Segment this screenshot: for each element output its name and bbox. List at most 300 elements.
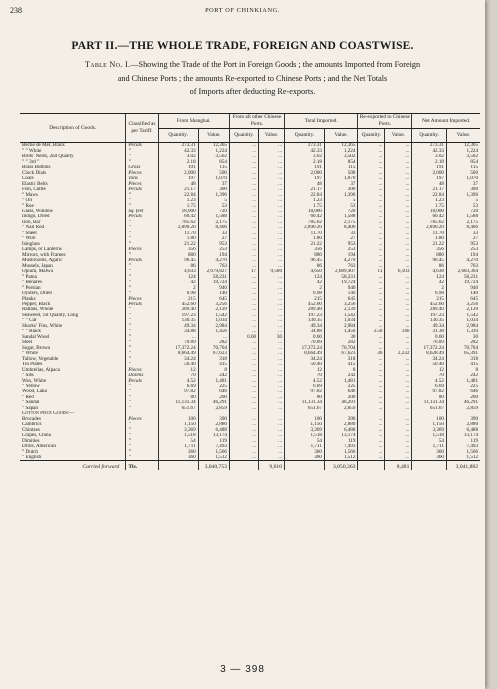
cell-total-quantity: 21.22: [285, 241, 325, 246]
cell-other-value: ...: [259, 181, 285, 186]
cell-total-value: 1,070: [324, 176, 357, 181]
cell-net-value: 200: [446, 395, 480, 400]
cell-net-quantity: 6.69: [412, 384, 447, 389]
cell-reexport-value: ...: [385, 187, 412, 192]
cell-shanghai-quantity: 1,150: [158, 422, 198, 427]
cell-reexport-value: ...: [385, 247, 412, 252]
cell-net-quantity: 360: [412, 455, 447, 461]
cell-net-quantity: 17,372.24: [412, 345, 447, 350]
cell-shanghai-quantity: 18,000: [158, 209, 198, 214]
cell-other-value: 9,580: [259, 269, 285, 274]
cell-other-quantity: ...: [229, 258, 258, 263]
cell-net-quantity: 452.60: [412, 302, 447, 307]
cell-shanghai-value: 2,139: [198, 307, 229, 312]
cell-net-quantity: 42: [412, 280, 447, 285]
cell-net-value: 8,406: [446, 225, 480, 230]
cell-classifier: ”: [126, 313, 158, 318]
cell-reexport-value: ...: [385, 165, 412, 170]
cell-shanghai-value: 1,566: [198, 449, 229, 454]
cell-reexport-value: ...: [385, 444, 412, 449]
cell-reexport-value: ...: [385, 296, 412, 301]
cell-total-value: 3,502: [324, 154, 357, 159]
cell-reexport-quantity: ...: [358, 176, 385, 181]
cell-other-quantity: 0.60: [229, 334, 258, 339]
cell-description: Cambrics: [22, 421, 42, 428]
cell-total-value: 2,984: [324, 323, 357, 328]
cell-shanghai-value: 70,704: [198, 345, 229, 350]
cell-total-value: 67,623: [324, 351, 357, 356]
cell-total-value: 30: [324, 334, 357, 339]
cell-net-value: 1,566: [446, 449, 480, 454]
cell-reexport-quantity: ...: [358, 422, 385, 427]
cell-total-quantity: 70: [285, 373, 325, 378]
cell-classifier: ”: [126, 280, 158, 285]
cell-net-quantity: 4.52: [412, 378, 447, 383]
cell-description: ” ” Black: [22, 328, 41, 335]
cell-reexport-value: ...: [385, 389, 412, 394]
cell-classifier: Dozens: [126, 373, 158, 378]
cell-total-value: 253: [324, 247, 357, 252]
cell-reexport-value: ...: [385, 236, 412, 241]
cell-other-quantity: ...: [229, 252, 258, 257]
cell-net-value: 1,224: [446, 148, 480, 153]
cell-reexport-quantity: ...: [358, 455, 385, 461]
cell-total-quantity: 96.45: [285, 258, 325, 263]
cell-net-value: 65,391: [446, 351, 480, 356]
cell-reexport-quantity: ...: [358, 225, 385, 230]
cell-net-quantity: 97.82: [412, 389, 447, 394]
cell-shanghai-value: 1,396: [198, 192, 229, 197]
cell-reexport-quantity: ...: [358, 252, 385, 257]
cell-net-quantity: 356: [412, 247, 447, 252]
cell-other-value: ...: [259, 378, 285, 383]
cell-other-quantity: ...: [229, 148, 258, 153]
cell-other-quantity: ...: [229, 192, 258, 197]
cell-reexport-value: ...: [385, 148, 412, 153]
cell-reexport-value: ...: [385, 192, 412, 197]
cell-reexport-value: ...: [385, 384, 412, 389]
cell-reexport-value: ...: [385, 274, 412, 279]
cell-total-quantity: 6.69: [285, 384, 325, 389]
cell-shanghai-value: 58,231: [198, 274, 229, 279]
cell-total-quantity: 1,518: [285, 433, 325, 438]
cell-shanghai-value: 2,679,827: [198, 269, 229, 274]
subheader-quantity: Quantity.: [158, 129, 198, 143]
cell-total-quantity: 60.42: [285, 214, 325, 219]
cell-other-quantity: ...: [229, 351, 258, 356]
cell-description: ” Sheet: [22, 230, 37, 236]
cell-shanghai-value: 1,224: [198, 148, 229, 153]
cell-shanghai-value: 2,859: [198, 406, 229, 411]
cell-net-value: 500: [446, 170, 480, 175]
cell-total-quantity: 191: [285, 165, 325, 170]
cell-total-value: 6,488: [324, 427, 357, 432]
cell-net-value: 854: [446, 159, 480, 164]
cell-total-value: 12,365: [324, 143, 357, 149]
cell-reexport-value: ...: [385, 285, 412, 290]
trade-table-container: [20, 113, 480, 643]
cell-net-value: 58,231: [446, 274, 480, 279]
cell-shanghai-quantity: 42.33: [158, 148, 198, 153]
cell-description: ” ” White: [22, 148, 42, 154]
cell-total-quantity: 197: [285, 176, 325, 181]
cell-reexport-quantity: ...: [358, 433, 385, 438]
cell-other-quantity: ...: [229, 406, 258, 411]
carried-reexport-value: 8,481: [385, 461, 412, 471]
cell-shanghai-quantity: 34.24: [158, 356, 198, 361]
cell-shanghai-value: 6,488: [198, 427, 229, 432]
cell-shanghai-quantity: 2: [158, 285, 198, 290]
cell-shanghai-quantity: 50.40: [158, 362, 198, 367]
cell-total-quantity: 2: [285, 285, 325, 290]
cell-classifier: Pieces: [126, 367, 158, 372]
cell-total-quantity: 4,650: [285, 269, 325, 274]
cell-other-value: ...: [259, 258, 285, 263]
cell-total-quantity: 289.40: [285, 307, 325, 312]
cell-net-value: 2,880: [446, 422, 480, 427]
cell-other-value: ...: [259, 340, 285, 345]
cell-other-value: ...: [259, 291, 285, 296]
cell-shanghai-value: 763: [198, 263, 229, 268]
cell-net-value: 3,256: [446, 302, 480, 307]
cell-net-quantity: 18,000: [412, 209, 447, 214]
cell-other-value: ...: [259, 438, 285, 443]
cell-classifier: ”: [126, 274, 158, 279]
cell-description: Pepper, Black: [22, 301, 51, 307]
cell-net-value: 242: [446, 373, 480, 378]
cell-shanghai-quantity: 60.42: [158, 214, 198, 219]
cell-net-value: 940: [446, 285, 480, 290]
cell-shanghai-quantity: 2.18: [158, 159, 198, 164]
cell-reexport-value: ...: [385, 340, 412, 345]
cell-description: Rattans, Whole: [22, 307, 54, 313]
cell-description: ” Nail Rod: [22, 225, 45, 231]
cell-description: ” Dutch: [22, 449, 38, 455]
cell-total-value: 940: [324, 285, 357, 290]
cell-total-quantity: 48: [285, 181, 325, 186]
cell-description: ” Benares: [22, 279, 42, 286]
cell-other-value: ...: [259, 433, 285, 438]
cell-total-quantity: 452.60: [285, 302, 325, 307]
cell-shanghai-value: 1,588: [198, 214, 229, 219]
carried-forward-row: [20, 461, 480, 471]
cell-shanghai-quantity: 289.40: [158, 307, 198, 312]
cell-description: ” Sandal: [22, 400, 40, 406]
cell-total-value: 13,174: [324, 433, 357, 438]
cell-description: ” White: [22, 350, 38, 357]
cell-reexport-quantity: ...: [358, 444, 385, 449]
cell-reexport-quantity: ...: [358, 313, 385, 318]
cell-total-quantity: 1,711: [285, 444, 325, 449]
cell-total-quantity: 1.80: [285, 236, 325, 241]
cell-total-quantity: 80: [285, 395, 325, 400]
cell-reexport-value: ...: [385, 455, 412, 461]
subheader-quantity: Quantity.: [229, 129, 258, 143]
cell-shanghai-quantity: 6.69: [158, 384, 198, 389]
cell-classifier: ”: [126, 351, 158, 356]
cell-reexport-quantity: ...: [358, 356, 385, 361]
cell-reexport-quantity: ...: [358, 449, 385, 454]
cell-reexport-quantity: ...: [358, 291, 385, 296]
cell-net-quantity: 0.60: [412, 334, 447, 339]
subheader-value: Value.: [198, 129, 229, 143]
cell-shanghai-quantity: 3,369: [158, 427, 198, 432]
cell-reexport-value: ...: [385, 362, 412, 367]
cell-total-quantity: 124: [285, 274, 325, 279]
cell-reexport-value: ...: [385, 280, 412, 285]
cell-reexport-value: ...: [385, 318, 412, 323]
cell-other-value: ...: [259, 143, 285, 149]
cell-classifier: ”: [126, 449, 158, 454]
cell-net-value: 3,502: [446, 154, 480, 159]
cell-other-value: ...: [259, 187, 285, 192]
cell-other-quantity: ...: [229, 340, 258, 345]
header-net-amount: Net Amount Imported.: [412, 114, 480, 129]
cell-net-value: 30: [446, 334, 480, 339]
cell-total-quantity: 6.98: [285, 291, 325, 296]
cell-reexport-quantity: ...: [358, 198, 385, 203]
cell-reexport-value: ...: [385, 323, 412, 328]
cell-reexport-quantity: ...: [358, 334, 385, 339]
cell-description: Coals: [22, 175, 34, 182]
cell-net-quantity: 197.23: [412, 313, 447, 318]
cell-total-value: 53: [324, 203, 357, 208]
cell-total-quantity: 21.17: [285, 187, 325, 192]
cell-classifier: Tons: [126, 176, 158, 181]
cell-reexport-quantity: ...: [358, 367, 385, 372]
carried-forward-unit: Tls.: [126, 461, 158, 471]
cell-other-value: ...: [259, 449, 285, 454]
cell-net-value: 115: [446, 165, 480, 170]
cell-shanghai-quantity: 4.52: [158, 378, 198, 383]
cell-total-value: 854: [324, 159, 357, 164]
cell-net-value: 646: [446, 389, 480, 394]
cell-net-quantity: 360: [412, 449, 447, 454]
cell-reexport-value: ...: [385, 159, 412, 164]
cell-net-quantity: 2,890.20: [412, 225, 447, 230]
cell-total-value: 2,859: [324, 406, 357, 411]
cell-classifier: ”: [126, 395, 158, 400]
cell-reexport-quantity: ...: [358, 378, 385, 383]
cell-classifier: ”: [126, 269, 158, 274]
cell-other-value: ...: [259, 323, 285, 328]
cell-net-quantity: 215: [412, 296, 447, 301]
cell-total-quantity: 360: [285, 449, 325, 454]
cell-other-value: ...: [259, 231, 285, 236]
cell-net-value: 6,488: [446, 427, 480, 432]
cell-description: Wood, Laka: [22, 389, 47, 395]
cell-shanghai-value: 1,456: [198, 329, 229, 334]
cell-total-quantity: 1.23: [285, 198, 325, 203]
cell-net-value: 2,984: [446, 323, 480, 328]
cell-reexport-value: ...: [385, 225, 412, 230]
cell-net-quantity: 96.45: [412, 258, 447, 263]
cell-other-quantity: ...: [229, 345, 258, 350]
cell-reexport-value: ...: [385, 378, 412, 383]
cell-description: Mussels, Japan: [22, 263, 53, 269]
cell-net-quantity: 289.40: [412, 307, 447, 312]
cell-reexport-value: ...: [385, 307, 412, 312]
cell-reexport-value: ...: [385, 406, 412, 411]
cell-classifier: ”: [126, 252, 158, 257]
cell-total-value: 1,481: [324, 378, 357, 383]
cell-reexport-quantity: ...: [358, 427, 385, 432]
cell-total-value: 2,139: [324, 307, 357, 312]
cell-shanghai-value: 12,365: [198, 143, 229, 149]
cell-shanghai-quantity: 17,372.24: [158, 345, 198, 350]
cell-reexport-value: ...: [385, 181, 412, 186]
cell-other-quantity: ...: [229, 427, 258, 432]
cell-net-quantity: 1,711: [412, 444, 447, 449]
cell-net-value: 318: [446, 356, 480, 361]
cell-net-value: 12,365: [446, 143, 480, 149]
cell-net-value: 1,542: [446, 313, 480, 318]
cell-reexport-quantity: ...: [358, 214, 385, 219]
cell-reexport-quantity: ...: [358, 209, 385, 214]
cell-other-value: ...: [259, 362, 285, 367]
cell-other-value: ...: [259, 274, 285, 279]
cell-net-quantity: 880: [412, 252, 447, 257]
cell-net-quantity: 1,518: [412, 433, 447, 438]
cell-other-value: ...: [259, 170, 285, 175]
cell-shanghai-quantity: 100: [158, 416, 198, 421]
cell-description: Birds’ Nests, 2nd Quality: [22, 153, 74, 160]
cell-other-value: ...: [259, 395, 285, 400]
cell-reexport-quantity: ...: [358, 187, 385, 192]
cell-net-quantity: 1.23: [412, 198, 447, 203]
cell-shanghai-quantity: 360: [158, 449, 198, 454]
cell-net-value: 1,034: [446, 318, 480, 323]
cell-other-value: ...: [259, 406, 285, 411]
cell-other-value: ...: [259, 296, 285, 301]
cell-net-value: 194: [446, 252, 480, 257]
cell-shanghai-value: 13,174: [198, 433, 229, 438]
cell-total-value: 1,456: [324, 329, 357, 334]
caption-label: Table No. I.: [84, 60, 131, 69]
cell-other-value: ...: [259, 373, 285, 378]
cell-description: Tallow, Vegetable: [22, 356, 59, 362]
cell-description: Planks: [22, 296, 36, 302]
cell-description: Umbrellas, Alpaca: [22, 367, 60, 373]
cell-shanghai-quantity: 21.22: [158, 241, 198, 246]
cell-other-value: ...: [259, 236, 285, 241]
cell-net-quantity: 130.35: [412, 318, 447, 323]
cell-net-quantity: 12: [412, 367, 447, 372]
cell-total-value: 1,034: [324, 318, 357, 323]
cell-reexport-quantity: ...: [358, 247, 385, 252]
cell-shanghai-value: 3,256: [198, 302, 229, 307]
cell-classifier: ”: [126, 285, 158, 290]
cell-other-quantity: ...: [229, 236, 258, 241]
cell-other-quantity: ...: [229, 187, 258, 192]
cell-other-quantity: ...: [229, 318, 258, 323]
subheader-value: Value.: [446, 129, 480, 143]
cell-reexport-quantity: ...: [358, 159, 385, 164]
cell-total-quantity: 1.75: [285, 203, 325, 208]
cell-shanghai-value: 854: [198, 159, 229, 164]
cell-shanghai-quantity: 97.82: [158, 389, 198, 394]
cell-net-quantity: 2: [412, 285, 447, 290]
cell-total-value: 318: [324, 356, 357, 361]
cell-net-quantity: 2,000: [412, 170, 447, 175]
cell-classifier: Pieces: [126, 416, 158, 421]
cell-other-value: ...: [259, 159, 285, 164]
cell-description: Mirrors, with Frames: [22, 252, 66, 258]
cell-reexport-value: ...: [385, 449, 412, 454]
cell-description: Glass, Window: [22, 208, 54, 214]
cell-total-quantity: 97.82: [285, 389, 325, 394]
cell-other-value: ...: [259, 148, 285, 153]
cell-classifier: ”: [126, 154, 158, 159]
cell-other-value: ...: [259, 198, 285, 203]
cell-net-quantity: 8,628.49: [412, 351, 447, 356]
cell-description: Dimities: [22, 438, 40, 444]
cell-total-quantity: 215: [285, 296, 325, 301]
cell-description: Fish, Cuttle: [22, 186, 46, 193]
cell-total-quantity: 42: [285, 280, 325, 285]
cell-reexport-value: ...: [385, 170, 412, 175]
cell-net-value: 19,724: [446, 280, 480, 285]
cell-classifier: ”: [126, 198, 158, 203]
cell-reexport-quantity: ...: [358, 263, 385, 268]
cell-reexport-quantity: ...: [358, 143, 385, 149]
cell-other-value: ...: [259, 422, 285, 427]
cell-total-value: 58,231: [324, 274, 357, 279]
cell-net-value: 33: [446, 231, 480, 236]
cell-classifier: ”: [126, 291, 158, 296]
cell-reexport-quantity: ...: [358, 302, 385, 307]
cell-other-value: ...: [259, 389, 285, 394]
cell-net-value: 27: [446, 236, 480, 241]
cell-classifier: Peculs: [126, 143, 158, 149]
cell-total-value: 119: [324, 438, 357, 443]
cell-classifier: ”: [126, 406, 158, 411]
cell-net-value: 390: [446, 416, 480, 421]
cell-description: Seaweed, 1st Quality, Long: [22, 312, 79, 318]
cell-other-value: ...: [259, 247, 285, 252]
cell-classifier: ”: [126, 433, 158, 438]
cell-net-quantity: 651.67: [412, 406, 447, 411]
cell-net-quantity: 21.22: [412, 241, 447, 246]
cell-net-quantity: 1,150: [412, 422, 447, 427]
cell-classifier: ”: [126, 340, 158, 345]
cell-other-quantity: ...: [229, 313, 258, 318]
cell-total-quantity: 3,369: [285, 427, 325, 432]
part-title: PART II.—THE WHOLE TRADE, FOREIGN AND COASTWISE.: [71, 40, 414, 52]
cell-shanghai-quantity: 3.02: [158, 154, 198, 159]
cell-classifier: ”: [126, 323, 158, 328]
cell-total-value: 1,396: [324, 192, 357, 197]
cell-description: Brass Buttons: [22, 164, 51, 171]
cell-shanghai-quantity: 6.98: [158, 291, 198, 296]
cell-net-value: 13,174: [446, 433, 480, 438]
cell-shanghai-value: 7,493: [198, 444, 229, 449]
cell-classifier: ”: [126, 318, 158, 323]
cell-other-value: ...: [259, 165, 285, 170]
cell-reexport-quantity: ...: [358, 231, 385, 236]
cell-other-quantity: ...: [229, 143, 258, 149]
subheader-quantity: Quantity.: [412, 129, 447, 143]
cell-reexport-quantity: ...: [358, 395, 385, 400]
page-footer: 3 — 398: [220, 664, 265, 675]
carried-shanghai-value: 3,040,753: [198, 461, 229, 471]
cell-classifier: ”: [126, 356, 158, 361]
cell-other-quantity: ...: [229, 329, 258, 334]
cell-shanghai-quantity: 42: [158, 280, 198, 285]
cell-reexport-value: ...: [385, 373, 412, 378]
header-description: Description of Goods.: [20, 114, 126, 143]
cell-classifier: ”: [126, 241, 158, 246]
